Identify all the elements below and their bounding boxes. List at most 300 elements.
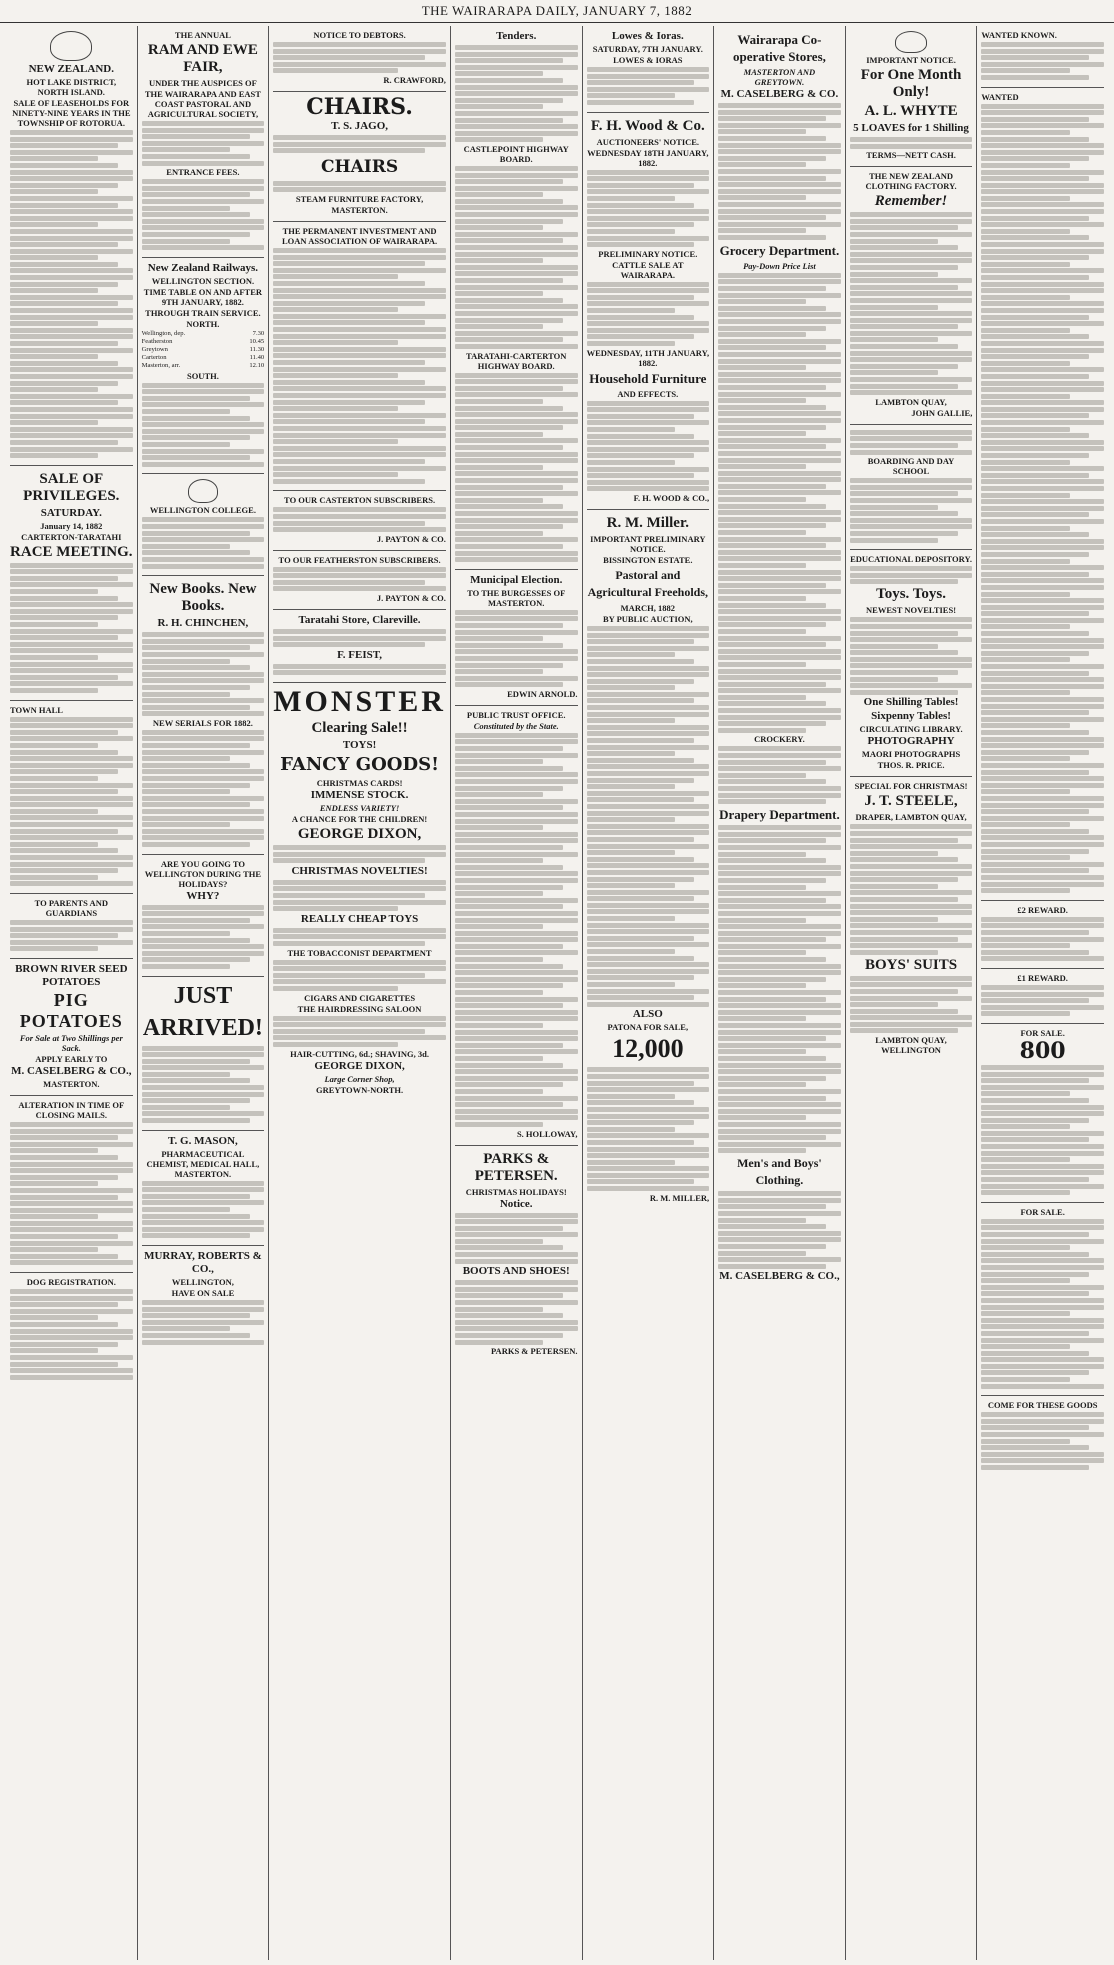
text-line [981, 104, 1104, 109]
text-line [981, 473, 1089, 478]
text-line [10, 216, 133, 221]
text-line [455, 438, 578, 443]
body-text [455, 45, 578, 142]
text-line [981, 1151, 1104, 1156]
text-line [981, 196, 1069, 201]
text-line [850, 831, 973, 836]
ad-photo: PHOTOGRAPHY [867, 735, 955, 748]
text-line [10, 381, 118, 386]
body-text [273, 135, 446, 153]
ad-date: SATURDAY, 7TH JANUARY. [592, 44, 703, 54]
text-line [142, 665, 250, 670]
text-line [142, 835, 265, 840]
text-line [10, 1148, 98, 1153]
text-line [455, 238, 563, 243]
text-line [587, 646, 710, 651]
text-line [718, 1148, 806, 1153]
text-line [10, 229, 133, 234]
text-line [273, 906, 397, 911]
text-line [455, 212, 578, 217]
text-line [981, 1065, 1104, 1070]
ad-closing-mails [10, 1096, 133, 1273]
body-text [142, 1181, 265, 1239]
text-line [718, 273, 841, 278]
body-text [718, 746, 841, 804]
ad-heading: COME FOR THESE GOODS [987, 1400, 1098, 1411]
ad-heading: SPECIAL FOR CHRISTMAS! [854, 781, 968, 792]
text-line [850, 1028, 958, 1033]
text-line [981, 611, 1089, 616]
text-line [142, 186, 265, 191]
text-line [142, 1078, 250, 1083]
text-line [718, 728, 806, 733]
text-line [10, 163, 118, 168]
text-line [981, 598, 1104, 603]
text-line [10, 635, 118, 640]
text-line [10, 414, 133, 419]
text-line [981, 75, 1089, 80]
text-line [10, 615, 118, 620]
text-line [10, 688, 98, 693]
text-line [455, 1049, 578, 1054]
text-line [10, 881, 133, 886]
text-line [718, 378, 841, 383]
text-line [850, 877, 958, 882]
text-line [10, 1348, 98, 1353]
body-text [273, 664, 446, 676]
text-line [142, 639, 265, 644]
text-line [455, 1089, 543, 1094]
text-line [10, 717, 133, 722]
text-line [981, 1184, 1104, 1189]
text-line [718, 1211, 841, 1216]
body-text [10, 563, 133, 693]
text-line [981, 1170, 1104, 1175]
text-line [981, 618, 1104, 623]
text-line [455, 344, 578, 349]
text-line [455, 271, 578, 276]
ad-cooperative-stores [718, 26, 841, 1289]
text-line [850, 258, 973, 263]
text-line [718, 852, 806, 857]
ad-heading: TO OUR CASTERTON SUBSCRIBERS. [284, 495, 436, 506]
text-line [850, 624, 973, 629]
text-line [587, 334, 695, 339]
body-text [981, 42, 1104, 80]
text-line [718, 1003, 841, 1008]
text-line [981, 690, 1069, 695]
text-line [455, 557, 578, 562]
text-line [718, 189, 841, 194]
text-line [981, 875, 1104, 880]
text-line [455, 970, 578, 975]
text-line [455, 676, 578, 681]
text-line [718, 235, 826, 240]
text-line [273, 55, 425, 60]
text-line [981, 1190, 1069, 1195]
text-line [10, 1221, 133, 1226]
text-line [718, 497, 806, 502]
text-line [273, 670, 446, 675]
ad-title: Municipal Election. [470, 573, 563, 586]
text-line [981, 1072, 1104, 1077]
text-line [273, 852, 446, 857]
text-line [850, 1002, 938, 1007]
text-line [587, 718, 675, 723]
ad-title: Taratahi Store, Clareville. [298, 614, 421, 627]
text-line [587, 1081, 695, 1086]
ad-for-sale-ewes [981, 1024, 1104, 1203]
text-line [718, 1218, 806, 1223]
ad-for-sale-2 [981, 1203, 1104, 1396]
text-line [142, 1307, 265, 1312]
ad-firm: LOWES & IORAS [613, 55, 683, 65]
text-line [981, 493, 1069, 498]
text-line [718, 832, 841, 837]
text-line [273, 353, 446, 358]
ad-heading: ALTERATION IN TIME OF CLOSING MAILS. [18, 1099, 125, 1120]
text-line [850, 524, 973, 529]
body-text [455, 373, 578, 563]
text-line [718, 1076, 826, 1081]
text-line [455, 219, 563, 224]
text-line [981, 796, 1104, 801]
text-line [981, 1118, 1089, 1123]
text-line [142, 449, 265, 454]
text-line [10, 675, 118, 680]
text-line [981, 446, 1104, 451]
text-line [142, 199, 265, 204]
text-line [273, 433, 446, 438]
text-line [142, 829, 265, 834]
text-line [587, 1074, 710, 1079]
text-line [10, 447, 133, 452]
text-line [981, 585, 1104, 590]
text-line [142, 422, 265, 427]
ad-title: R. M. Miller. [606, 514, 689, 531]
text-line [455, 858, 543, 863]
ad-jt-steele [850, 777, 973, 1061]
text-line [142, 685, 250, 690]
text-line [142, 531, 250, 536]
ad-place: LAMBTON QUAY, WELLINGTON [875, 1035, 947, 1056]
text-line [10, 609, 133, 614]
text-line [981, 394, 1069, 399]
text-line [142, 557, 265, 562]
text-line [587, 434, 695, 439]
text-line [587, 837, 695, 842]
text-line [142, 517, 265, 522]
text-line [455, 458, 578, 463]
text-line [981, 262, 1069, 267]
text-line [718, 609, 841, 614]
text-line [10, 150, 133, 155]
ad-sale: HAVE ON SALE [171, 1287, 235, 1298]
text-line [850, 219, 973, 224]
text-line [10, 176, 133, 181]
text-line [981, 552, 1089, 557]
text-line [981, 499, 1104, 504]
text-line [981, 1005, 1104, 1010]
text-line [718, 1102, 841, 1107]
ad-carterton-subscribers [273, 491, 446, 550]
ad-section: WELLINGTON SECTION. [151, 275, 255, 286]
text-line [981, 1272, 1089, 1277]
ad-heading: RACE MEETING. [10, 543, 133, 560]
body-text [273, 880, 446, 911]
text-line [718, 228, 806, 233]
text-line [142, 141, 265, 146]
text-line [10, 1181, 98, 1186]
text-line [587, 1107, 710, 1112]
text-line [718, 1109, 841, 1114]
text-line [850, 683, 973, 688]
crest-icon [188, 479, 218, 503]
text-line [273, 181, 446, 186]
ad-wanted-known [981, 26, 1104, 88]
text-line [587, 189, 710, 194]
text-line [455, 1333, 563, 1338]
text-line [142, 1085, 265, 1090]
text-line [142, 672, 265, 677]
text-line [455, 753, 578, 758]
text-line [718, 444, 826, 449]
text-line [142, 1187, 265, 1192]
text-line [455, 1003, 563, 1008]
text-line [981, 453, 1089, 458]
text-line [142, 206, 230, 211]
text-line [718, 563, 806, 568]
text-line [981, 361, 1069, 366]
text-line [142, 121, 265, 126]
text-line [981, 1078, 1089, 1083]
ad-sign: R. M. MILLER, [649, 1192, 710, 1203]
text-line [587, 870, 710, 875]
column-6 [714, 26, 846, 1960]
ad-heading: EDUCATIONAL DEPOSITORY. [850, 554, 972, 565]
ad-auction: BY PUBLIC AUCTION, [602, 613, 693, 624]
text-line [718, 510, 841, 515]
text-line [981, 1252, 1089, 1257]
text-line [718, 1257, 841, 1262]
text-line [850, 478, 973, 483]
text-line [455, 669, 543, 674]
body-text [273, 248, 446, 484]
text-line [587, 797, 695, 802]
text-line [718, 1122, 841, 1127]
text-line [142, 1105, 230, 1110]
text-line [142, 1313, 250, 1318]
text-line [587, 626, 710, 631]
ad-aj-whyte [850, 26, 973, 167]
ad-toys: TOYS! [342, 739, 377, 752]
text-line [981, 638, 1104, 643]
text-line [455, 1030, 578, 1035]
text-line [718, 215, 826, 220]
text-line [587, 679, 695, 684]
ad-tables: One Shilling Tables! [863, 696, 959, 709]
body-text [981, 1065, 1104, 1195]
text-line [587, 652, 675, 657]
text-line [10, 681, 133, 686]
text-line [718, 1237, 841, 1242]
text-line [273, 472, 397, 477]
text-line [455, 733, 578, 738]
ad-sign: GEORGE DIXON, [314, 1059, 405, 1072]
text-line [718, 838, 826, 843]
ad-seed-potatoes [10, 959, 133, 1096]
text-line [981, 835, 1104, 840]
text-line [718, 721, 826, 726]
body-text [981, 1219, 1104, 1389]
text-line [718, 530, 806, 535]
text-line [455, 531, 543, 536]
text-line [455, 1239, 543, 1244]
text-line [718, 1056, 826, 1061]
text-line [981, 1219, 1104, 1224]
text-line [981, 923, 1104, 928]
text-line [455, 950, 578, 955]
text-line [455, 997, 578, 1002]
text-line [273, 148, 425, 153]
ad-effects: AND EFFECTS. [617, 388, 679, 399]
text-line [455, 124, 578, 129]
text-line [455, 1016, 578, 1021]
ad-novelties: CHRISTMAS NOVELTIES! [291, 864, 428, 877]
text-line [273, 934, 446, 939]
text-line [718, 136, 826, 141]
text-line [850, 144, 973, 149]
text-line [981, 704, 1104, 709]
text-line [273, 307, 397, 312]
text-line [718, 950, 806, 955]
text-line [981, 1245, 1069, 1250]
text-line [718, 398, 806, 403]
text-line [587, 216, 710, 221]
text-line [981, 803, 1104, 808]
text-line [273, 419, 425, 424]
ad-crockery: CROCKERY. [754, 734, 805, 745]
body-text [273, 42, 446, 73]
text-line [718, 1115, 806, 1120]
body-text [587, 401, 710, 492]
body-text [718, 273, 841, 733]
text-line [142, 212, 250, 217]
text-line [981, 730, 1089, 735]
text-line [587, 969, 710, 974]
text-line [455, 58, 563, 63]
text-line [981, 1364, 1104, 1369]
text-line [10, 249, 133, 254]
ad-rotorua-leaseholds [10, 26, 133, 466]
text-line [981, 1131, 1104, 1136]
text-line [142, 750, 265, 755]
text-line [981, 1177, 1089, 1182]
text-line [10, 1260, 133, 1265]
text-line [142, 225, 265, 230]
text-line [10, 855, 133, 860]
body-text [718, 103, 841, 240]
text-line [850, 364, 958, 369]
text-line [981, 460, 1069, 465]
text-line [10, 275, 133, 280]
text-line [981, 882, 1104, 887]
text-line [981, 321, 1104, 326]
body-text [850, 478, 973, 542]
text-line [850, 225, 958, 230]
text-line [850, 976, 973, 981]
text-line [455, 944, 563, 949]
text-line [981, 1331, 1089, 1336]
text-line [587, 67, 710, 72]
text-line [455, 630, 578, 635]
text-line [142, 147, 230, 152]
text-line [981, 183, 1104, 188]
text-line [850, 351, 973, 356]
text-line [850, 890, 973, 895]
ad-clothing-factory [850, 167, 973, 425]
text-line [455, 1043, 563, 1048]
ad-sign: EDWIN ARNOLD. [507, 688, 578, 699]
text-line [718, 123, 841, 128]
text-line [455, 1300, 578, 1305]
text-line [455, 990, 543, 995]
text-line [718, 293, 841, 298]
text-line [455, 1287, 578, 1292]
text-line [718, 279, 841, 284]
text-line [981, 770, 1089, 775]
text-line [10, 321, 98, 326]
ad-furniture: Household Furniture [589, 370, 707, 386]
ad-title: RAM AND EWE FAIR, [147, 42, 258, 75]
text-line [455, 1320, 578, 1325]
text-line [718, 319, 841, 324]
time: 11.40 [249, 353, 265, 361]
ad-estate: BISSINGTON ESTATE. [603, 554, 693, 565]
text-line [718, 918, 806, 923]
text-line [455, 792, 543, 797]
text-line [850, 996, 973, 1001]
text-line [10, 1309, 133, 1314]
text-line [850, 331, 973, 336]
text-line [142, 239, 230, 244]
ad-place: WELLINGTON, [171, 1276, 234, 1287]
text-line [455, 337, 563, 342]
ad-cheap: REALLY CHEAP TOYS [300, 912, 419, 925]
text-line [850, 377, 973, 382]
text-line [587, 196, 675, 201]
body-text [273, 181, 446, 193]
body-text [273, 845, 446, 863]
ad-boots: BOOTS AND SHOES! [462, 1265, 570, 1278]
text-line [981, 1232, 1089, 1237]
text-line [718, 766, 841, 771]
text-line [142, 816, 265, 821]
ad-notice: Notice. [499, 1197, 533, 1210]
text-line [587, 942, 710, 947]
ad-variety: ENDLESS VARIETY! [319, 803, 400, 814]
text-line [718, 911, 841, 916]
text-line [142, 783, 250, 788]
text-line [10, 1155, 118, 1160]
text-line [981, 697, 1104, 702]
text-line [981, 829, 1089, 834]
ad-sign: J. PAYTON & CO. [376, 533, 446, 544]
text-line [981, 110, 1104, 115]
text-line [273, 880, 446, 885]
text-line [587, 923, 710, 928]
text-line [981, 176, 1089, 181]
